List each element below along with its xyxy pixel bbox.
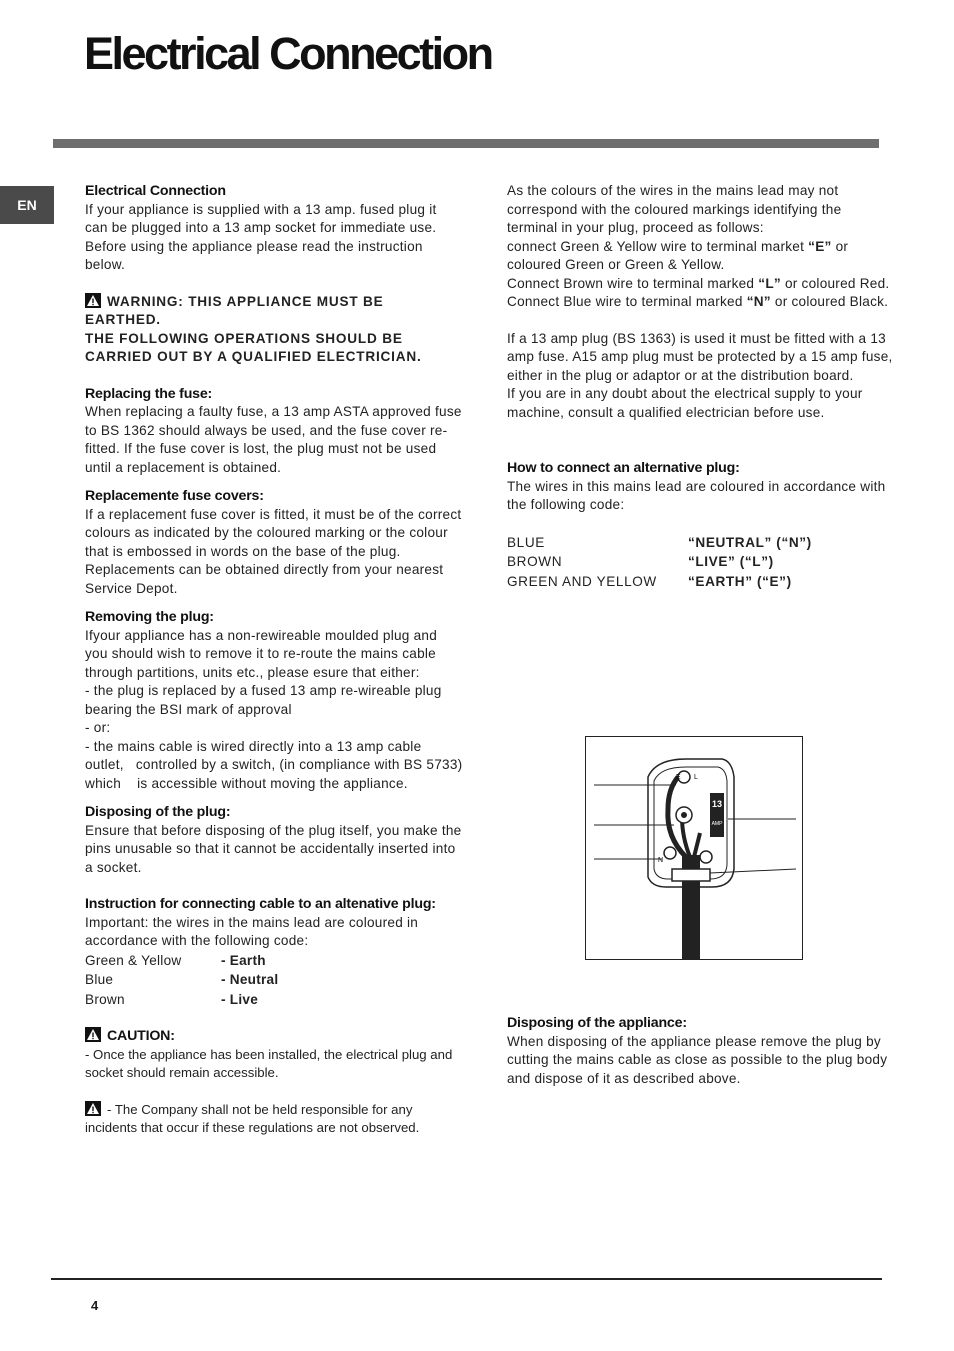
- wire-colour: BROWN: [507, 554, 563, 569]
- table-row: [507, 572, 812, 592]
- removing-plug-or: - or:: [85, 720, 111, 735]
- warning-triangle-icon: [85, 1027, 101, 1042]
- terminal-n-label: N: [658, 857, 664, 864]
- alt-wire-code-table: [507, 533, 812, 592]
- alt-code-intro: The wires in this mains lead are coloured in accordance with the following code:: [507, 478, 886, 512]
- removing-plug-option-2: - the mains cable is wired directly into a 13 amp cable outlet, controlled by a switch, (in compliance with BS 5733) which is accessible without moving the appliance.: [85, 738, 467, 791]
- disposing-plug-paragraph: Ensure that before disposing of the plug itself, you make the pins unusable so that it cannot be accidentally inserted into a socket.: [85, 822, 462, 875]
- wire-colour: Brown: [85, 991, 125, 1007]
- left-column: [85, 182, 467, 1138]
- right-column: [507, 182, 895, 591]
- table-row: [507, 552, 812, 572]
- disposal-section: [507, 1014, 895, 1088]
- page-title: Electrical Connection: [84, 28, 492, 79]
- wire-code-intro: Important: the wires in the mains lead are coloured in accordance with the following code:: [85, 914, 419, 948]
- disposing-appliance-paragraph: When disposing of the appliance please remove the plug by cutting the mains cable as close as possible to the plug body and dispose of it as described above.: [507, 1033, 888, 1086]
- table-row: [507, 533, 812, 553]
- section-heading-disposing-plug: Disposing of the plug:: [85, 804, 231, 820]
- section-heading-alternative-plug-right: How to connect an alternative plug:: [507, 460, 740, 476]
- wire-function: - Live: [221, 991, 259, 1007]
- blue-instruction: Connect Blue wire to terminal marked “N” or coloured Black.: [507, 294, 889, 309]
- green-yellow-instruction: connect Green & Yellow wire to terminal market “E” or coloured Green or Green & Yellow.: [507, 238, 849, 272]
- wire-function: “NEUTRAL” (“N”): [688, 534, 812, 550]
- terminal-e-label: E: [676, 774, 681, 781]
- wire-colour: GREEN AND YELLOW: [507, 573, 657, 589]
- brown-instruction: Connect Brown wire to terminal marked “L” or coloured Red.: [507, 275, 890, 291]
- wire-function: - Neutral: [221, 972, 279, 987]
- replacing-fuse-paragraph: When replacing a faulty fuse, a 13 amp ASTA approved fuse to BS 1362 should always be used, and the fuse cover re-fitted. If the fuse cover is lost, the plug must not be used until a replacement is obtained.: [85, 404, 462, 475]
- warning-block: [85, 293, 463, 367]
- terminal-l-label: L: [694, 774, 698, 781]
- warning-triangle-icon: [85, 293, 101, 308]
- doubt-paragraph: If you are in any doubt about the electrical supply to your machine, consult a qualified electrician before use.: [507, 386, 863, 420]
- language-tab: EN: [0, 186, 54, 224]
- section-heading-removing-plug: Removing the plug:: [85, 609, 214, 625]
- table-row: [85, 990, 278, 1010]
- wire-colour: Blue: [85, 972, 114, 987]
- table-row: [85, 970, 278, 990]
- caution-heading: CAUTION:: [107, 1028, 175, 1044]
- caution-paragraph: - Once the appliance has been installed, the electrical plug and socket should remain accessible.: [85, 1046, 453, 1080]
- wire-function: “EARTH” (“E”): [688, 573, 792, 589]
- header-rule: [53, 139, 879, 148]
- wire-function: - Earth: [221, 952, 266, 968]
- footer-rule: [51, 1278, 882, 1280]
- wire-function: “LIVE” (“L”): [688, 554, 774, 569]
- section-heading-electrical-connection: Electrical Connection: [85, 183, 226, 199]
- removing-plug-option-1: - the plug is replaced by a fused 13 amp re-wireable plug bearing the BSI mark of approval: [85, 683, 462, 717]
- table-row: [85, 951, 278, 971]
- fuse-rating-label: 13: [711, 799, 723, 809]
- warning-earthed-text: WARNING: THIS APPLIANCE MUST BE EARTHED.: [85, 293, 384, 327]
- plug-illustration: [586, 737, 802, 959]
- fuse-amp-label: AMP: [711, 821, 723, 827]
- wire-code-table: [85, 951, 278, 1010]
- section-heading-replacing-fuse: Replacing the fuse:: [85, 385, 213, 402]
- section-heading-disposing-appliance: Disposing of the appliance:: [507, 1015, 687, 1031]
- warning-electrician-text: THE FOLLOWING OPERATIONS SHOULD BE CARRIED OUT BY A QUALIFIED ELECTRICIAN.: [85, 330, 422, 364]
- section-heading-alternative-plug: Instruction for connecting cable to an altenative plug:: [85, 896, 436, 912]
- terminal-intro-paragraph: As the colours of the wires in the mains lead may not correspond with the coloured markings identifying the terminal in your plug, proceed as follows:: [507, 183, 842, 235]
- plug-wiring-diagram: [585, 736, 803, 960]
- fuse-covers-paragraph: If a replacement fuse cover is fitted, it must be of the correct colours as indicated by the coloured marking or the colour that is embossed in words on the base of the plug. Replacements can be obtained directly from your nearest Service Depot.: [85, 506, 462, 596]
- intro-paragraph: If your appliance is supplied with a 13 amp. fused plug it can be plugged into a 13 amp socket for immediate use. Before using the appliance please read the instruction below.: [85, 201, 437, 272]
- removing-plug-paragraph: Ifyour appliance has a non-rewireable moulded plug and you should wish to remove it to re-route the mains cable through partitions, units etc., please esure that either:: [85, 627, 438, 680]
- page-number: 4: [91, 1298, 99, 1313]
- warning-triangle-icon: [85, 1101, 101, 1116]
- section-heading-fuse-covers: Replacemente fuse covers:: [85, 488, 264, 504]
- wire-colour: Green & Yellow: [85, 952, 182, 968]
- wire-colour: BLUE: [507, 534, 545, 550]
- company-responsibility-note: - The Company shall not be held responsible for any incidents that occur if these regulations are not observed.: [85, 1101, 420, 1135]
- fuse-rating-paragraph: If a 13 amp plug (BS 1363) is used it must be fitted with a 13 amp fuse. A15 amp plug must be protected by a 15 amp fuse, either in the plug or adaptor or at the distribution board.: [507, 330, 893, 383]
